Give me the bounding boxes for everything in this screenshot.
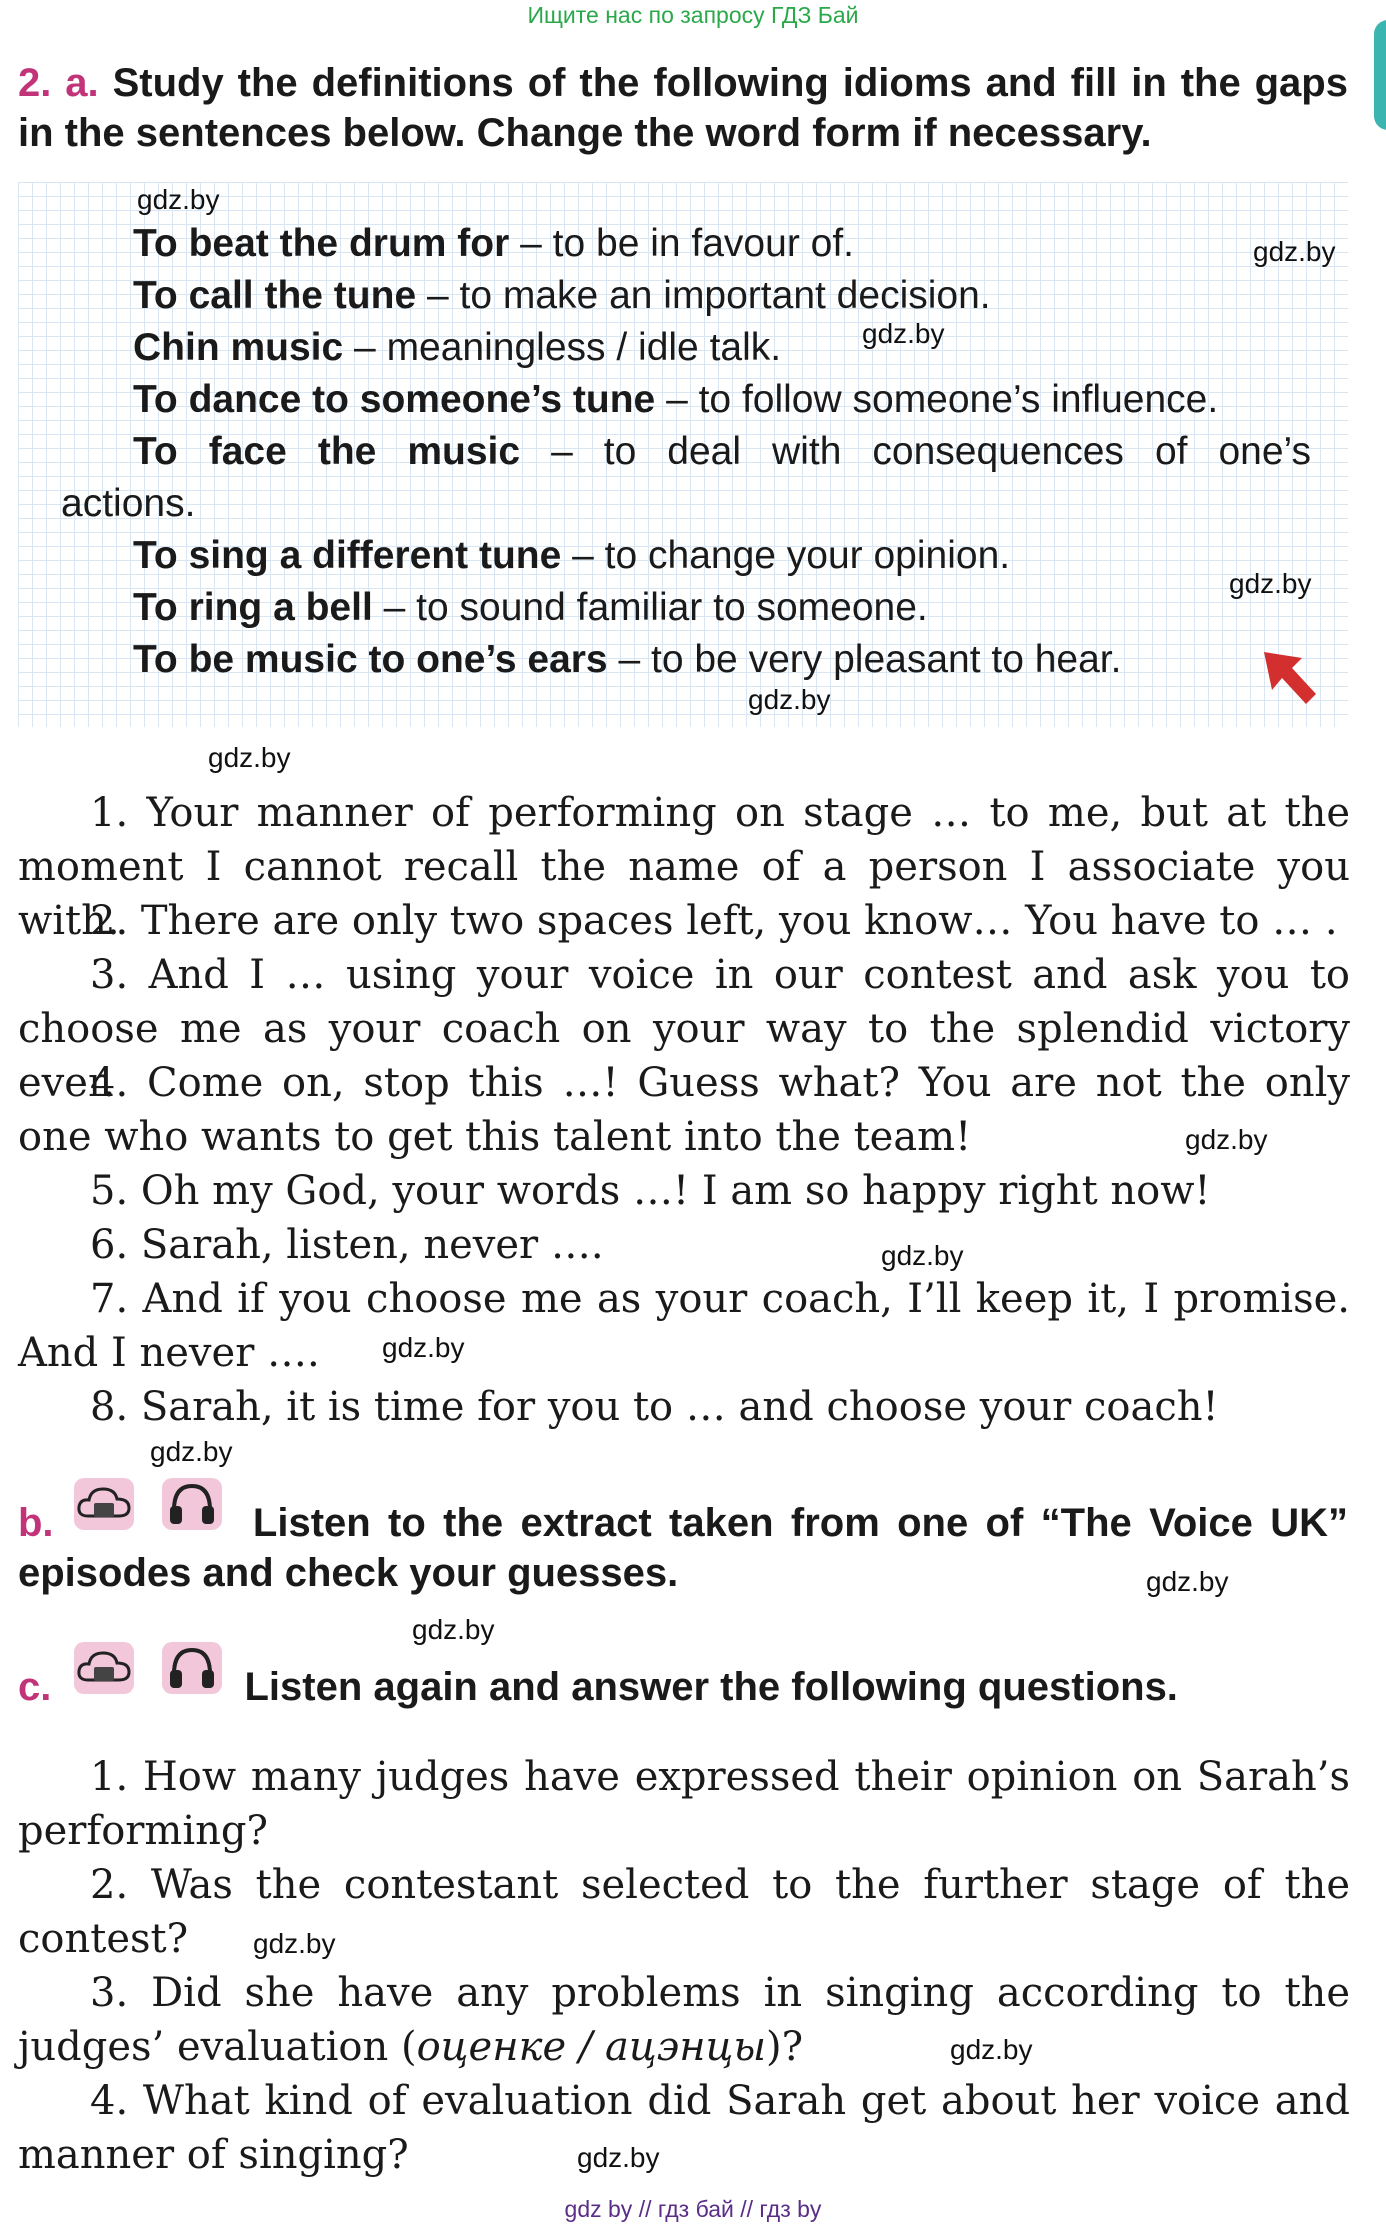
watermark: gdz.by bbox=[1185, 1124, 1268, 1155]
footer: gdz by // гдз бай // гдз by bbox=[564, 2196, 822, 2222]
watermark: gdz.by bbox=[1146, 1566, 1229, 1597]
sentence-1: 1. Your manner of performing on stage … to me, but at the moment I cannot recall the name of a person I associate you with. bbox=[18, 790, 1350, 944]
idiom-item: To ring a bell – to sound familiar to someone. bbox=[133, 586, 928, 629]
idiom-item: To face the music – to deal with consequences of one’s bbox=[133, 430, 1312, 473]
task-a-text: Study the definitions of the following idioms and fill in the gaps in the sentences below. Change the word form if necessary. bbox=[18, 61, 1348, 155]
task-c-heading bbox=[18, 1662, 1348, 1712]
watermark: gdz.by bbox=[950, 2034, 1033, 2065]
watermark: gdz.by bbox=[382, 1332, 465, 1363]
watermark: gdz.by bbox=[137, 184, 220, 215]
sentence-5: 5. Oh my God, your words …! I am so happy right now! bbox=[90, 1168, 1211, 1214]
idiom-item: To sing a different tune – to change your opinion. bbox=[133, 534, 1011, 577]
idiom-item: To be music to one’s ears – to be very pleasant to hear. bbox=[133, 638, 1122, 681]
task-a-heading bbox=[18, 58, 1348, 158]
watermark: gdz.by bbox=[412, 1614, 495, 1645]
watermark: gdz.by bbox=[150, 1436, 233, 1467]
question-2: 2. Was the contestant selected to the further stage of the contest? bbox=[18, 1862, 1350, 1962]
task-b-text: Listen to the extract taken from one of “The Voice UK” episodes and check your guesses. bbox=[18, 1501, 1348, 1595]
page-tab-edge bbox=[1374, 20, 1386, 130]
watermark: gdz.by bbox=[881, 1240, 964, 1271]
sentence-3: 3. And I … using your voice in our contest and ask you to choose me as your coach on your way to the splendid victory ever. bbox=[18, 952, 1350, 1106]
red-arrow-icon bbox=[1262, 650, 1318, 706]
watermark: gdz.by bbox=[208, 742, 291, 773]
watermark: gdz.by bbox=[577, 2142, 660, 2173]
question-3: 3. Did she have any problems in singing according to the judges’ evaluation (оценке / ацэнцы)? bbox=[18, 1970, 1350, 2070]
task-b-label: b. bbox=[18, 1501, 54, 1545]
question-4: 4. What kind of evaluation did Sarah get about her voice and manner of singing? bbox=[18, 2078, 1350, 2178]
task-a-label: 2. a. bbox=[18, 61, 99, 105]
watermark: gdz.by bbox=[1229, 568, 1312, 599]
watermark: gdz.by bbox=[862, 318, 945, 349]
top-note: Ищите нас по запросу ГДЗ Бай bbox=[527, 2, 859, 28]
idiom-item-continuation: actions. bbox=[61, 482, 196, 525]
idiom-item: To call the tune – to make an important decision. bbox=[133, 274, 991, 317]
task-c-text: Listen again and answer the following questions. bbox=[244, 1665, 1178, 1709]
sentence-2: 2. There are only two spaces left, you know… You have to … . bbox=[90, 898, 1338, 944]
idiom-item: To beat the drum for – to be in favour of. bbox=[133, 222, 854, 265]
question-1: 1. How many judges have expressed their opinion on Sarah’s performing? bbox=[18, 1754, 1350, 1854]
watermark: gdz.by bbox=[253, 1928, 336, 1959]
sentence-6: 6. Sarah, listen, never …. bbox=[90, 1222, 604, 1268]
sentence-8: 8. Sarah, it is time for you to … and choose your coach! bbox=[90, 1384, 1219, 1430]
sentence-4: 4. Come on, stop this …! Guess what? You are not the only one who wants to get this talent into the team! bbox=[18, 1060, 1350, 1160]
watermark: gdz.by bbox=[748, 684, 831, 715]
watermark: gdz.by bbox=[1253, 236, 1336, 267]
task-c-label: c. bbox=[18, 1665, 52, 1709]
idiom-item: Chin music – meaningless / idle talk. bbox=[133, 326, 782, 369]
sentence-7: 7. And if you choose me as your coach, I’ll keep it, I promise. And I never …. bbox=[18, 1276, 1350, 1376]
idiom-item: To dance to someone’s tune – to follow someone’s influence. bbox=[133, 378, 1219, 421]
